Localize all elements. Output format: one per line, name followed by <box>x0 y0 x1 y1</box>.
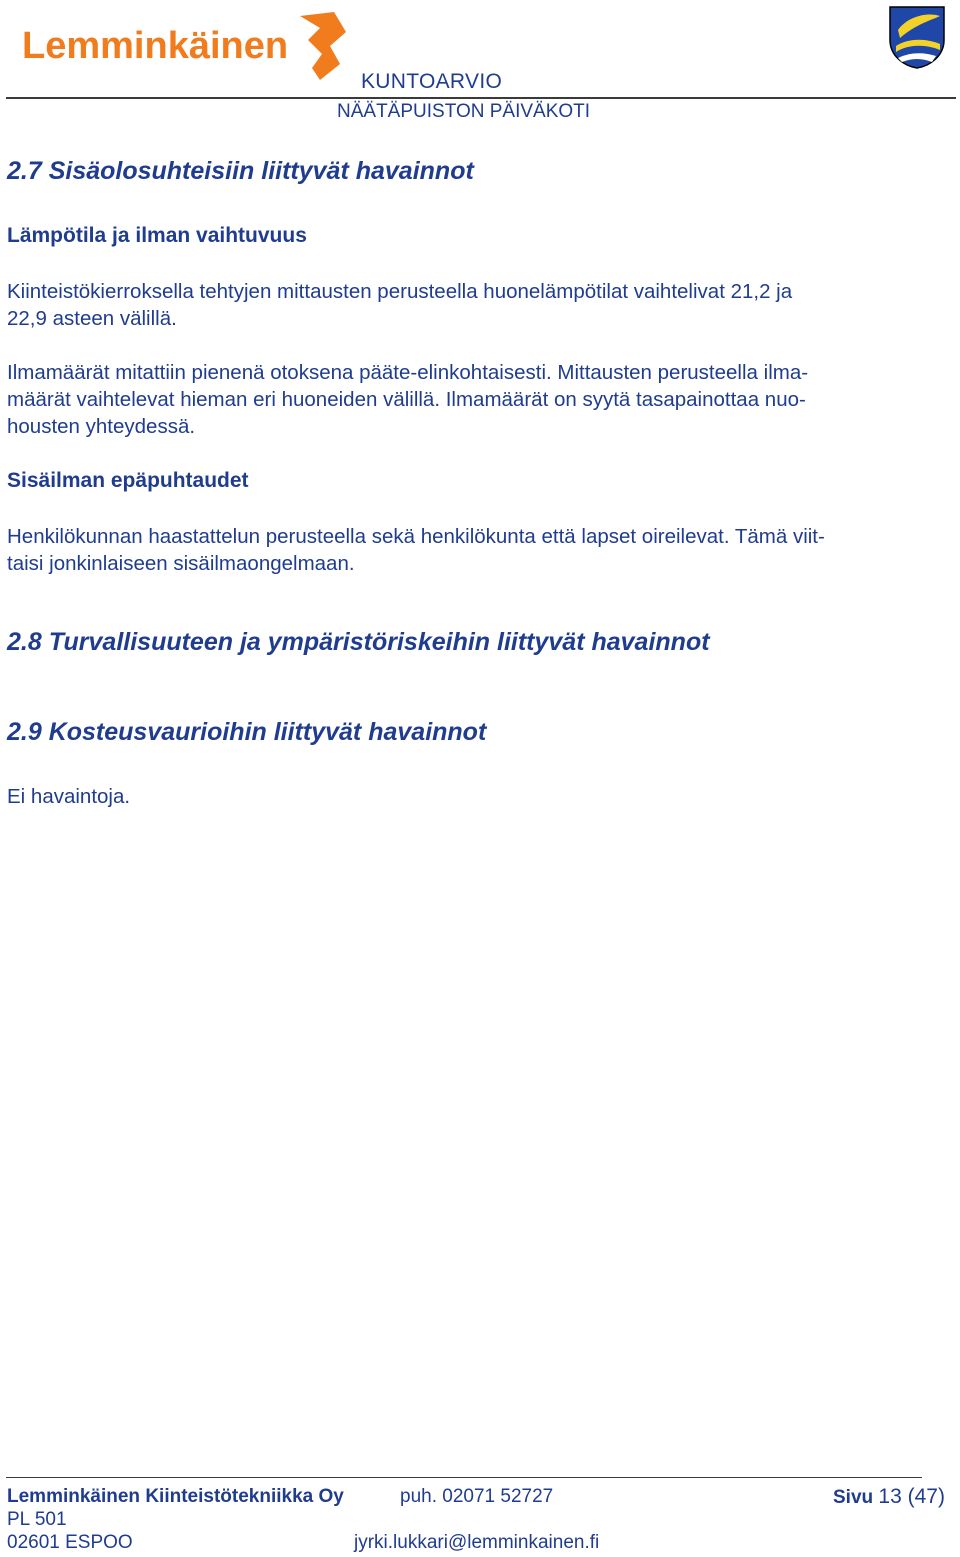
paragraph-line: housten yhteydessä. <box>7 415 196 438</box>
footer-po-box: PL 501 <box>7 1509 67 1530</box>
footer-divider <box>6 1477 922 1478</box>
header-subtitle: NÄÄTÄPUISTON PÄIVÄKOTI <box>337 101 591 122</box>
paragraph-air-impurities <box>7 523 952 577</box>
espoo-crest-icon <box>886 4 948 70</box>
footer-page <box>833 1485 945 1509</box>
logo-symbol-icon <box>300 12 346 80</box>
header-divider <box>6 97 956 99</box>
paragraph-line: Ilmamäärät mitattiin pienenä otoksena pääte-elinkohtaisesti. Mittausten perusteella ilma- <box>7 361 809 384</box>
logo-wordmark: Lemminkäinen <box>22 25 289 67</box>
paragraph-temperature-2 <box>7 359 952 440</box>
section-heading-2-8: 2.8 Turvallisuuteen ja ympäristöriskeihin liittyvät havainnot <box>7 628 710 656</box>
footer-postal: 02601 ESPOO <box>7 1532 133 1553</box>
paragraph-line: Kiinteistökierroksella tehtyjen mittausten perusteella huonelämpötilat vaihtelivat 21,2 ja <box>7 280 793 303</box>
footer-page-number: 13 (47) <box>878 1485 945 1508</box>
section-heading-2-7: 2.7 Sisäolosuhteisiin liittyvät havainnot <box>7 157 474 185</box>
paragraph-line: määrät vaihtelevat hieman eri huoneiden välillä. Ilmamäärät on syytä tasapainottaa nuo- <box>7 388 806 411</box>
paragraph-line: 22,9 asteen välillä. <box>7 307 177 330</box>
subheading-temperature: Lämpötila ja ilman vaihtuvuus <box>7 224 307 247</box>
paragraph-line: Henkilökunnan haastattelun perusteella sekä henkilökunta että lapset oireilevat. Tämä viit- <box>7 525 825 548</box>
lemminkainen-logo <box>22 8 352 88</box>
paragraph-no-findings: Ei havaintoja. <box>7 785 131 808</box>
paragraph-line: taisi jonkinlaiseen sisäilmaongelmaan. <box>7 552 355 575</box>
footer-page-label: Sivu <box>833 1487 874 1508</box>
paragraph-temperature-1 <box>7 278 952 332</box>
footer-company: Lemminkäinen Kiinteistötekniikka Oy <box>7 1486 344 1507</box>
section-heading-2-9: 2.9 Kosteusvaurioihin liittyvät havainnot <box>7 718 487 746</box>
subheading-air-impurities: Sisäilman epäpuhtaudet <box>7 469 249 492</box>
footer-email: jyrki.lukkari@lemminkainen.fi <box>354 1532 600 1553</box>
header-title: KUNTOARVIO <box>361 70 503 93</box>
footer-phone: puh. 02071 52727 <box>400 1486 554 1507</box>
